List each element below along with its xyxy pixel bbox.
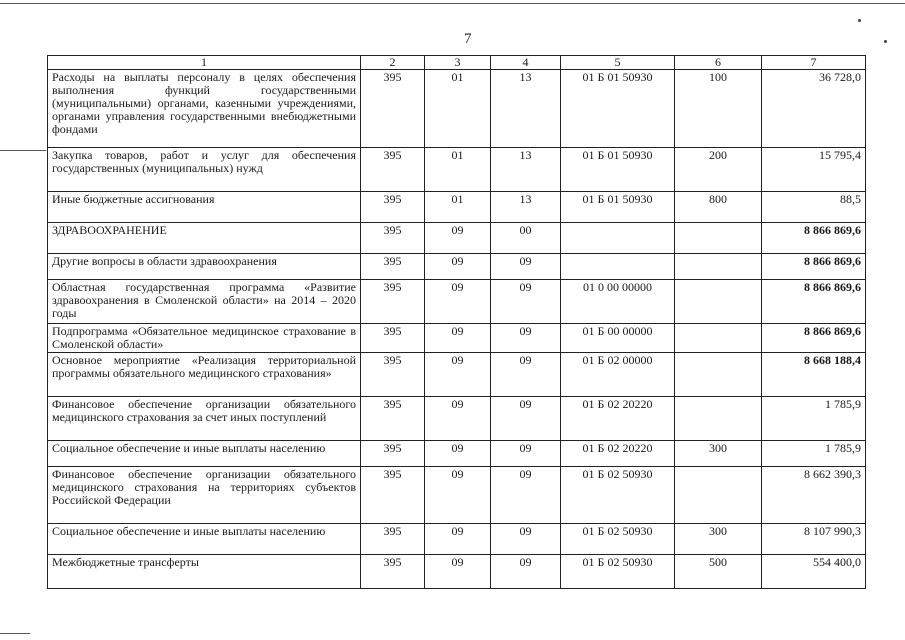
cell-amount: 88,5 xyxy=(762,192,866,223)
row-name: Межбюджетные трансферты xyxy=(48,555,361,589)
cell-amount: 8 866 869,6 xyxy=(762,280,866,324)
cell-expense-type xyxy=(675,324,762,353)
cell-admin-code: 395 xyxy=(361,70,425,148)
cell-section: 09 xyxy=(425,223,491,254)
scan-artifact-line xyxy=(0,150,46,151)
table-row xyxy=(48,70,866,148)
cell-subsection: 09 xyxy=(491,467,561,524)
cell-subsection: 09 xyxy=(491,324,561,353)
column-header: 3 xyxy=(425,56,491,70)
cell-subsection: 09 xyxy=(491,254,561,280)
cell-subsection: 09 xyxy=(491,280,561,324)
cell-admin-code: 395 xyxy=(361,555,425,589)
column-header: 6 xyxy=(675,56,762,70)
column-header: 5 xyxy=(561,56,675,70)
table-row xyxy=(48,254,866,280)
table-header-row xyxy=(48,56,866,70)
cell-subsection: 09 xyxy=(491,353,561,397)
cell-target-article: 01 Б 02 20220 xyxy=(561,397,675,441)
budget-table xyxy=(47,55,866,589)
cell-expense-type xyxy=(675,397,762,441)
cell-target-article: 01 Б 02 20220 xyxy=(561,441,675,467)
table-row xyxy=(48,148,866,192)
cell-expense-type xyxy=(675,223,762,254)
table-row xyxy=(48,192,866,223)
cell-section: 09 xyxy=(425,467,491,524)
column-header: 2 xyxy=(361,56,425,70)
cell-section: 09 xyxy=(425,254,491,280)
row-name: ЗДРАВООХРАНЕНИЕ xyxy=(48,223,361,254)
cell-expense-type xyxy=(675,254,762,280)
cell-subsection: 13 xyxy=(491,192,561,223)
column-header: 7 xyxy=(762,56,866,70)
cell-admin-code: 395 xyxy=(361,467,425,524)
cell-subsection: 00 xyxy=(491,223,561,254)
cell-target-article xyxy=(561,223,675,254)
cell-subsection: 09 xyxy=(491,397,561,441)
cell-amount: 1 785,9 xyxy=(762,397,866,441)
table-row xyxy=(48,441,866,467)
cell-amount: 8 866 869,6 xyxy=(762,254,866,280)
cell-section: 09 xyxy=(425,397,491,441)
row-name: Областная государственная программа «Развитие здравоохранения в Смоленской области» на 2014 – 2020 годы xyxy=(48,280,361,324)
cell-section: 09 xyxy=(425,280,491,324)
cell-section: 09 xyxy=(425,524,491,555)
scan-artifact-dot xyxy=(858,19,861,22)
table-row xyxy=(48,324,866,353)
cell-section: 01 xyxy=(425,148,491,192)
cell-amount: 15 795,4 xyxy=(762,148,866,192)
table-row xyxy=(48,353,866,397)
table-row xyxy=(48,280,866,324)
row-name: Основное мероприятие «Реализация территориальной программы обязательного медицинского страхования» xyxy=(48,353,361,397)
cell-target-article: 01 Б 01 50930 xyxy=(561,192,675,223)
cell-subsection: 09 xyxy=(491,555,561,589)
scan-top-border xyxy=(0,3,905,4)
cell-admin-code: 395 xyxy=(361,441,425,467)
cell-expense-type: 100 xyxy=(675,70,762,148)
cell-admin-code: 395 xyxy=(361,324,425,353)
cell-section: 01 xyxy=(425,192,491,223)
cell-admin-code: 395 xyxy=(361,254,425,280)
cell-subsection: 13 xyxy=(491,148,561,192)
cell-target-article xyxy=(561,254,675,280)
cell-admin-code: 395 xyxy=(361,397,425,441)
row-name: Другие вопросы в области здравоохранения xyxy=(48,254,361,280)
cell-admin-code: 395 xyxy=(361,223,425,254)
row-name: Подпрограмма «Обязательное медицинское страхование в Смоленской области» xyxy=(48,324,361,353)
row-name: Социальное обеспечение и иные выплаты населению xyxy=(48,441,361,467)
cell-subsection: 09 xyxy=(491,524,561,555)
cell-amount: 8 662 390,3 xyxy=(762,467,866,524)
page-number: 7 xyxy=(464,31,472,47)
row-name: Социальное обеспечение и иные выплаты населению xyxy=(48,524,361,555)
cell-amount: 1 785,9 xyxy=(762,441,866,467)
row-name: Финансовое обеспечение организации обязательного медицинского страхования за счет иных поступлений xyxy=(48,397,361,441)
cell-admin-code: 395 xyxy=(361,192,425,223)
budget-table-container xyxy=(47,55,866,589)
cell-expense-type xyxy=(675,353,762,397)
cell-admin-code: 395 xyxy=(361,148,425,192)
cell-admin-code: 395 xyxy=(361,280,425,324)
table-row xyxy=(48,467,866,524)
row-name: Финансовое обеспечение организации обязательного медицинского страхования на территориях субъектов Российской Федерации xyxy=(48,467,361,524)
cell-expense-type: 300 xyxy=(675,441,762,467)
cell-amount: 554 400,0 xyxy=(762,555,866,589)
row-name: Расходы на выплаты персоналу в целях обеспечения выполнения функций государственными (муниципальными) органами, казенными учреждениями, органами управления государственными внебюджетными фондами xyxy=(48,70,361,148)
cell-section: 09 xyxy=(425,441,491,467)
table-row xyxy=(48,397,866,441)
cell-expense-type: 200 xyxy=(675,148,762,192)
cell-amount: 8 107 990,3 xyxy=(762,524,866,555)
cell-target-article: 01 Б 02 50930 xyxy=(561,467,675,524)
table-row xyxy=(48,223,866,254)
cell-expense-type: 300 xyxy=(675,524,762,555)
cell-target-article: 01 Б 01 50930 xyxy=(561,148,675,192)
cell-amount: 8 668 188,4 xyxy=(762,353,866,397)
cell-target-article: 01 Б 02 50930 xyxy=(561,555,675,589)
table-row xyxy=(48,524,866,555)
cell-section: 09 xyxy=(425,555,491,589)
cell-target-article: 01 0 00 00000 xyxy=(561,280,675,324)
cell-amount: 8 866 869,6 xyxy=(762,324,866,353)
scan-artifact-dot xyxy=(884,40,887,43)
cell-amount: 8 866 869,6 xyxy=(762,223,866,254)
cell-amount: 36 728,0 xyxy=(762,70,866,148)
cell-target-article: 01 Б 01 50930 xyxy=(561,70,675,148)
table-body xyxy=(48,70,866,589)
cell-section: 01 xyxy=(425,70,491,148)
cell-expense-type xyxy=(675,467,762,524)
cell-section: 09 xyxy=(425,353,491,397)
cell-admin-code: 395 xyxy=(361,524,425,555)
row-name: Иные бюджетные ассигнования xyxy=(48,192,361,223)
column-header: 1 xyxy=(48,56,361,70)
cell-expense-type: 500 xyxy=(675,555,762,589)
column-header: 4 xyxy=(491,56,561,70)
cell-subsection: 09 xyxy=(491,441,561,467)
table-row xyxy=(48,555,866,589)
scan-artifact-line xyxy=(0,633,30,634)
cell-subsection: 13 xyxy=(491,70,561,148)
cell-section: 09 xyxy=(425,324,491,353)
row-name: Закупка товаров, работ и услуг для обеспечения государственных (муниципальных) нужд xyxy=(48,148,361,192)
cell-admin-code: 395 xyxy=(361,353,425,397)
cell-target-article: 01 Б 00 00000 xyxy=(561,324,675,353)
cell-expense-type xyxy=(675,280,762,324)
cell-target-article: 01 Б 02 50930 xyxy=(561,524,675,555)
cell-expense-type: 800 xyxy=(675,192,762,223)
cell-target-article: 01 Б 02 00000 xyxy=(561,353,675,397)
